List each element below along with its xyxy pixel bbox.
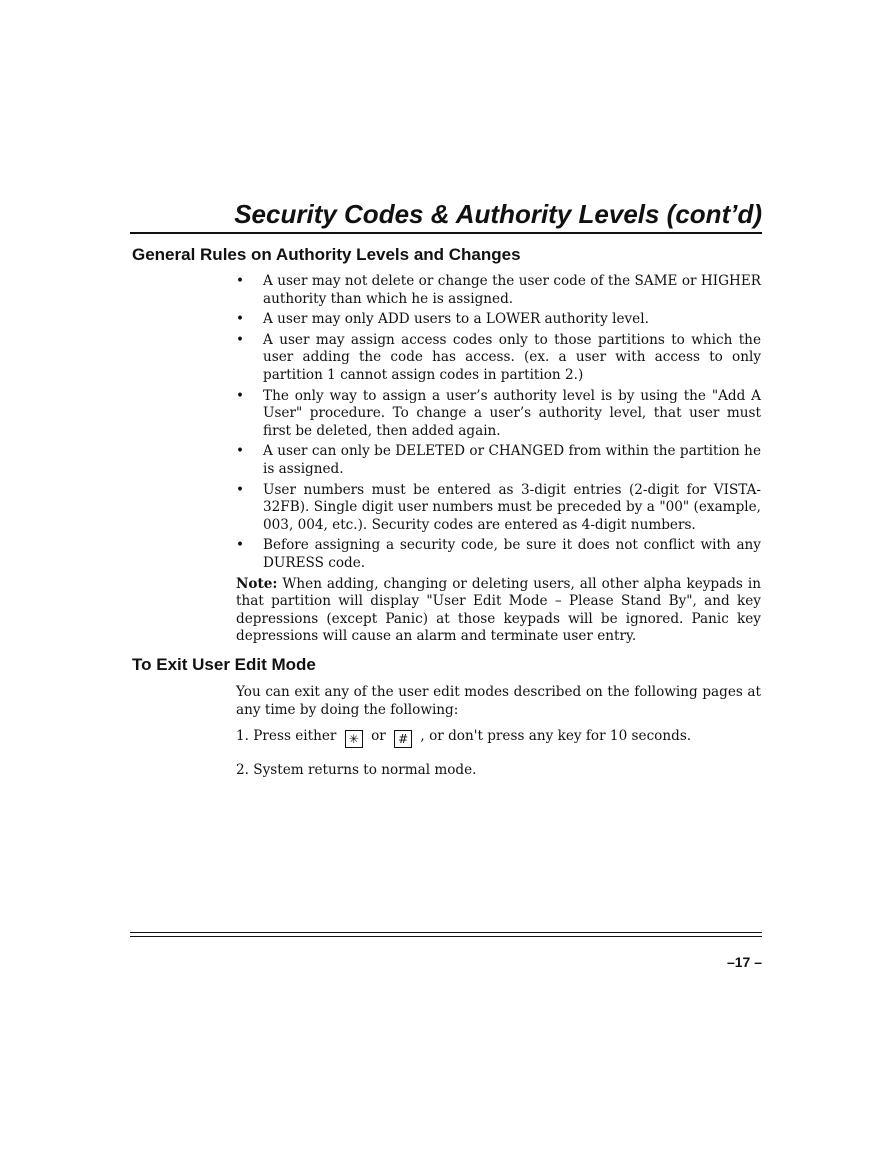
- bullet-icon: •: [236, 537, 245, 554]
- bullet-icon: •: [236, 387, 245, 404]
- list-item: [236, 482, 761, 535]
- page-number: –17 –: [726, 954, 762, 970]
- rule-text: User numbers must be entered as 3-digit entries (2-digit for VISTA-32FB). Single digit user numbers must be preceded by a "00" (example, 003, 004, etc.). Security codes are entered as 4-digit numbers.: [263, 481, 761, 533]
- bullet-icon: •: [236, 443, 245, 460]
- star-key-icon: ✳: [345, 730, 363, 748]
- bullet-icon: •: [236, 273, 245, 289]
- rules-section-heading: General Rules on Authority Levels and Changes: [132, 245, 521, 264]
- list-item: [236, 443, 761, 478]
- footer-divider: [130, 932, 762, 937]
- list-item: [236, 332, 761, 385]
- hash-key-icon: #: [394, 730, 412, 748]
- title-divider: [130, 232, 762, 234]
- bullet-icon: •: [236, 311, 245, 328]
- exit-section-body: [236, 684, 761, 794]
- rule-text: A user may assign access codes only to those partitions to which the user adding the code has access. (ex. a user with access to only partition 1 cannot assign codes in partition 2.): [263, 331, 761, 383]
- step-1: [236, 728, 761, 748]
- step-1-suffix: , or don't press any key for 10 seconds.: [420, 728, 692, 745]
- exit-section-heading: To Exit User Edit Mode: [132, 655, 316, 674]
- page-title: Security Codes & Authority Levels (cont’d): [234, 199, 762, 229]
- list-item: [236, 273, 761, 308]
- rule-text: A user can only be DELETED or CHANGED from within the partition he is assigned.: [263, 443, 761, 477]
- note-paragraph: [236, 576, 761, 646]
- bullet-icon: •: [236, 481, 245, 498]
- rule-text: Before assigning a security code, be sure it does not conflict with any DURESS code.: [263, 537, 761, 571]
- step-1-or: or: [371, 728, 386, 745]
- rules-list: [236, 273, 761, 573]
- step-2: 2. System returns to normal mode.: [236, 762, 477, 779]
- list-item: [236, 311, 761, 329]
- note-text: When adding, changing or deleting users, all other alpha keypads in that partition will display "User Edit Mode – Please Stand By", and key depressions (except Panic) at those keypads will be ignored. Panic key depressions will cause an alarm and terminate user entry.: [236, 575, 761, 645]
- rules-section-body: [236, 273, 761, 646]
- list-item: [236, 388, 761, 441]
- list-item: [236, 537, 761, 572]
- rule-text: The only way to assign a user’s authority level is by using the "Add A User" procedure. To change a user’s authority level, that user must first be deleted, then added again.: [263, 387, 761, 439]
- step-1-prefix: 1. Press either: [236, 728, 337, 745]
- rule-text: A user may only ADD users to a LOWER authority level.: [263, 311, 649, 328]
- bullet-icon: •: [236, 331, 245, 348]
- note-label: Note:: [236, 575, 278, 592]
- rule-text: A user may not delete or change the user code of the SAME or HIGHER authority than which he is assigned.: [263, 273, 761, 307]
- exit-intro: You can exit any of the user edit modes described on the following pages at any time by doing the following:: [236, 684, 761, 718]
